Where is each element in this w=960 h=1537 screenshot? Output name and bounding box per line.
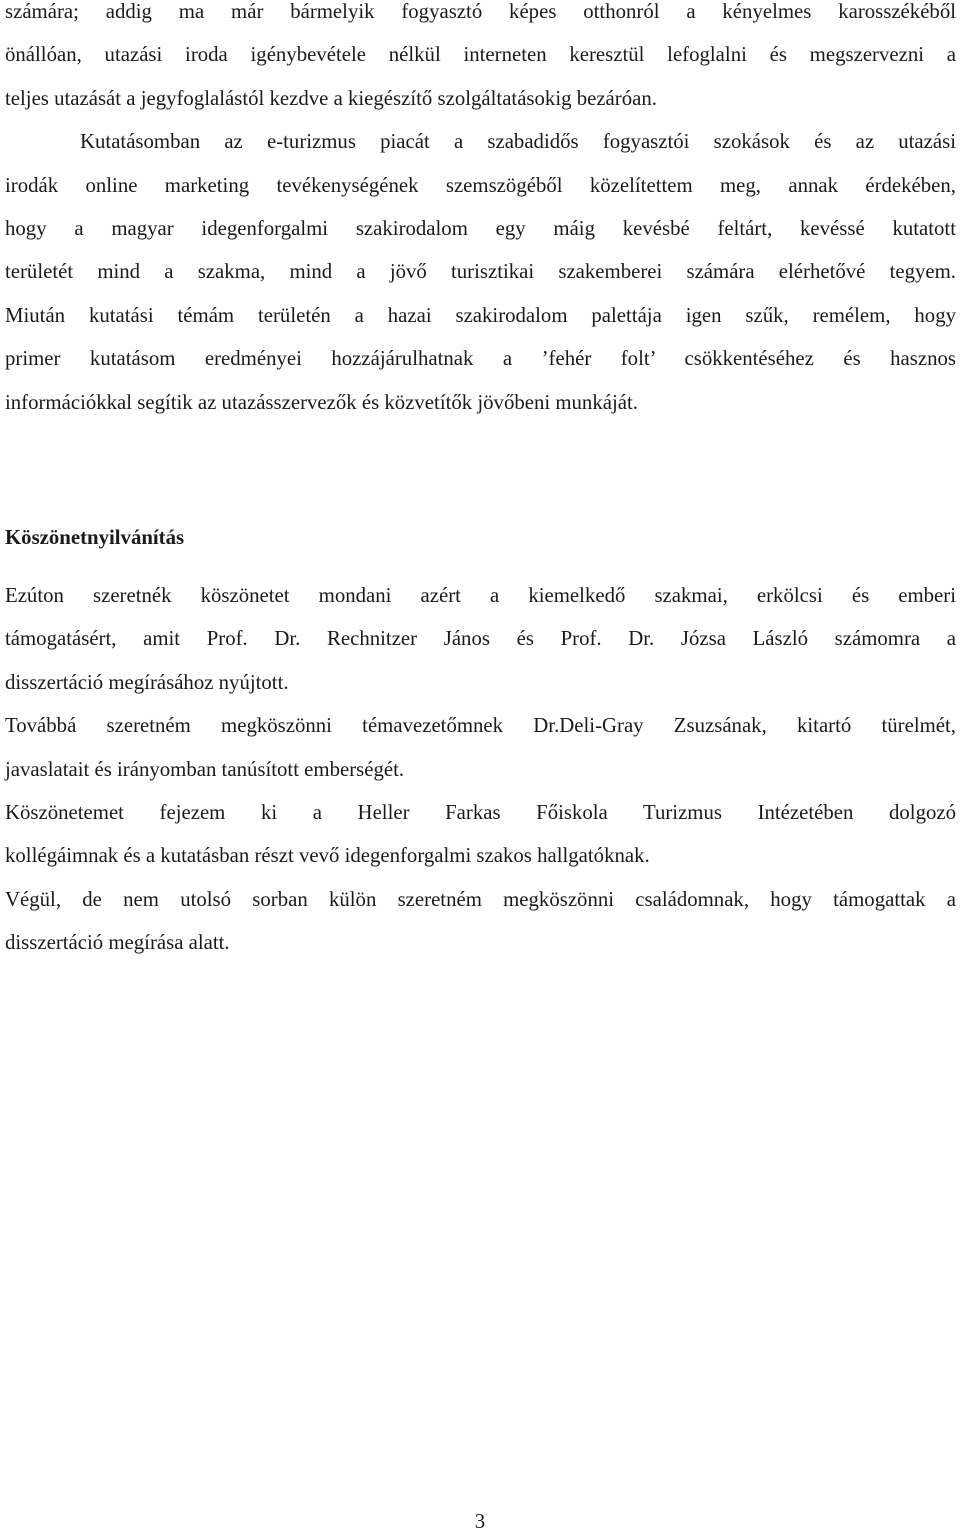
- text-line: javaslatait és irányomban tanúsított emberségét.: [5, 757, 405, 781]
- text-line: Kutatásomban az e-turizmus piacát a szabadidős fogyasztói szokások és az utazási: [80, 130, 956, 154]
- text-line: Továbbá szeretném megköszönni témavezetőmnek Dr.Deli-Gray Zsuzsának, kitartó türelmét,: [5, 714, 956, 738]
- page-number: 3: [474, 1510, 486, 1533]
- text-line: támogatásért, amit Prof. Dr. Rechnitzer János és Prof. Dr. Józsa László számomra a: [5, 627, 956, 651]
- text-line: hogy a magyar idegenforgalmi szakirodalom egy máig kevésbé feltárt, kevéssé kutatott: [5, 216, 956, 240]
- text-line: teljes utazását a jegyfoglalástól kezdve a kiegészítő szolgáltatásokig bezáróan.: [5, 86, 657, 110]
- text-line: primer kutatásom eredményei hozzájárulhatnak a ’fehér folt’ csökkentéséhez és hasznos: [5, 347, 956, 371]
- text-line: irodák online marketing tevékenységének szemszögéből közelítettem meg, annak érdekében,: [5, 173, 956, 197]
- text-line: területét mind a szakma, mind a jövő turisztikai szakemberei számára elérhetővé tegyem.: [5, 260, 956, 284]
- text-line: Köszönetemet fejezem ki a Heller Farkas Főiskola Turizmus Intézetében dolgozó: [5, 800, 956, 824]
- text-line: Miután kutatási témám területén a hazai szakirodalom palettája igen szűk, remélem, hogy: [5, 303, 956, 327]
- body-paragraphs: [5, 0, 956, 424]
- text-line: információkkal segítik az utazásszervezők és közvetítők jövőbeni munkáját.: [5, 390, 638, 414]
- text-line: disszertáció megírásához nyújtott.: [5, 670, 289, 694]
- text-line: számára; addig ma már bármelyik fogyasztó képes otthonról a kényelmes karosszékéből: [5, 0, 956, 23]
- text-line: Végül, de nem utolsó sorban külön szeretném megköszönni családomnak, hogy támogattak a: [5, 887, 956, 911]
- text-line: Ezúton szeretnék köszönetet mondani azért a kiemelkedő szakmai, erkölcsi és emberi: [5, 584, 956, 607]
- acknowledgements-paragraphs: [5, 574, 956, 965]
- text-line: kollégáimnak és a kutatásban részt vevő idegenforgalmi szakos hallgatóknak.: [5, 844, 650, 868]
- section-heading: Köszönetnyilvánítás: [5, 526, 185, 549]
- text-line: önállóan, utazási iroda igénybevétele nélkül interneten keresztül lefoglalni és megszervezni a: [5, 43, 956, 67]
- text-line: disszertáció megírása alatt.: [5, 931, 230, 955]
